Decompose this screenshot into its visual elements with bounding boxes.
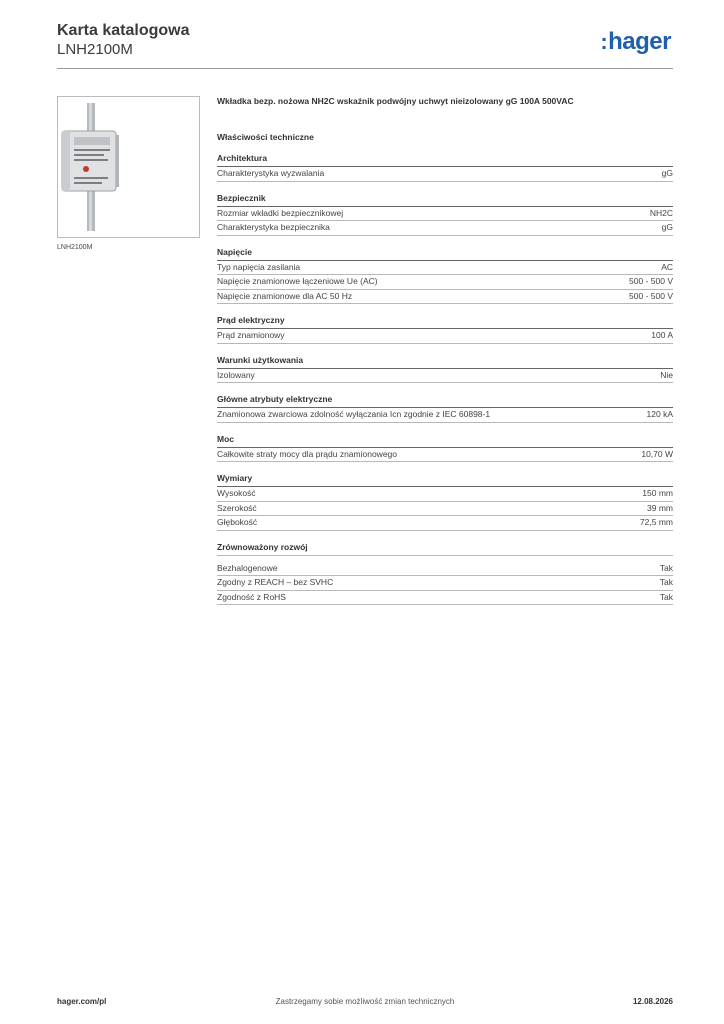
spec-label: Napięcie znamionowe łączeniowe Ue (AC)	[217, 276, 378, 286]
spec-section	[217, 434, 673, 463]
spec-row	[217, 576, 673, 591]
spec-row	[217, 516, 673, 531]
page-title: Karta katalogowa	[57, 22, 190, 39]
spec-label: Prąd znamionowy	[217, 330, 285, 340]
product-code: LNH2100M	[57, 41, 133, 58]
spec-section	[217, 153, 673, 182]
section-title: Warunki użytkowania	[217, 355, 673, 369]
spec-value: gG	[661, 168, 673, 178]
spec-label: Typ napięcia zasilania	[217, 261, 301, 272]
spec-label: Zgodność z RoHS	[217, 591, 286, 602]
spec-value: 120 kA	[646, 409, 673, 419]
spec-row	[217, 408, 673, 423]
hager-logo	[600, 28, 671, 56]
spec-label: Zgodny z REACH – bez SVHC	[217, 577, 334, 587]
spec-row	[217, 502, 673, 517]
footer-website: hager.com/pl	[57, 997, 107, 1006]
spec-label: Całkowite straty mocy dla prądu znamionowego	[217, 448, 398, 459]
spec-section	[217, 394, 673, 423]
spec-value: 39 mm	[647, 502, 673, 513]
spec-section	[217, 247, 673, 305]
header-divider	[57, 68, 673, 69]
spec-value: Tak	[659, 577, 673, 587]
fuse-image	[58, 97, 199, 237]
spec-row	[217, 487, 673, 502]
spec-row	[217, 448, 673, 463]
spec-value: Tak	[659, 562, 673, 573]
spec-value: 100 A	[651, 330, 673, 340]
section-title: Główne atrybuty elektryczne	[217, 394, 673, 408]
spec-label: Charakterystyka bezpiecznika	[217, 222, 330, 232]
spec-row	[217, 207, 673, 222]
spec-label: Izolowany	[217, 369, 255, 380]
spec-section	[217, 193, 673, 236]
logo-text: hager	[608, 28, 671, 55]
spec-label: Napięcie znamionowe dla AC 50 Hz	[217, 290, 353, 301]
spec-value: NH2C	[649, 207, 673, 218]
section-title: Architektura	[217, 153, 673, 167]
spec-row	[217, 369, 673, 384]
logo-dots-icon: :	[600, 29, 608, 54]
spec-label: Charakterystyka wyzwalania	[217, 168, 325, 178]
spec-row	[217, 261, 673, 276]
footer-disclaimer: Zastrzegamy sobie możliwość zmian technicznych	[275, 997, 455, 1006]
section-title: Zrównoważony rozwój	[217, 542, 673, 556]
product-details	[217, 96, 673, 616]
spec-label: Głębokość	[217, 517, 258, 527]
spec-row	[217, 591, 673, 606]
spec-label: Rozmiar wkładki bezpiecznikowej	[217, 207, 344, 218]
spec-label: Szerokość	[217, 502, 257, 513]
spec-section	[217, 355, 673, 384]
section-title: Moc	[217, 434, 673, 448]
spec-row	[217, 167, 673, 182]
spec-row	[217, 562, 673, 577]
image-caption: LNH2100M	[57, 244, 93, 251]
footer-date: 12.08.2026	[632, 997, 673, 1006]
section-title: Bezpiecznik	[217, 193, 673, 207]
spec-value: 72,5 mm	[639, 517, 673, 527]
properties-heading: Właściwości techniczne	[217, 132, 314, 142]
spec-section	[217, 473, 673, 531]
sustainability-rows	[217, 562, 673, 606]
section-title: Napięcie	[217, 247, 673, 261]
section-title: Wymiary	[217, 473, 673, 487]
spec-row	[217, 275, 673, 290]
section-title: Prąd elektryczny	[217, 315, 673, 329]
product-description: Wkładka bezp. nożowa NH2C wskaźnik podwójny uchwyt nieizolowany gG 100A 500VAC	[217, 96, 574, 106]
spec-label: Znamionowa zwarciowa zdolność wyłączania Icn zgodnie z IEC 60898-1	[217, 409, 491, 419]
spec-value: Nie	[660, 369, 673, 380]
spec-label: Bezhalogenowe	[217, 562, 278, 573]
page-header	[57, 22, 673, 68]
product-image-frame	[57, 96, 200, 238]
spec-value: gG	[661, 222, 673, 232]
spec-value: 500 - 500 V	[629, 276, 673, 286]
spec-section-sustainability	[217, 542, 673, 606]
spec-value: 10,70 W	[641, 448, 673, 459]
spec-value: 500 - 500 V	[629, 290, 673, 301]
spec-row	[217, 329, 673, 344]
spec-sections	[217, 153, 673, 531]
spec-value: Tak	[659, 591, 673, 602]
spec-section	[217, 315, 673, 344]
spec-label: Wysokość	[217, 488, 256, 498]
spec-value: AC	[661, 261, 673, 272]
spec-row	[217, 290, 673, 305]
spec-value: 150 mm	[642, 488, 673, 498]
spec-row	[217, 221, 673, 236]
